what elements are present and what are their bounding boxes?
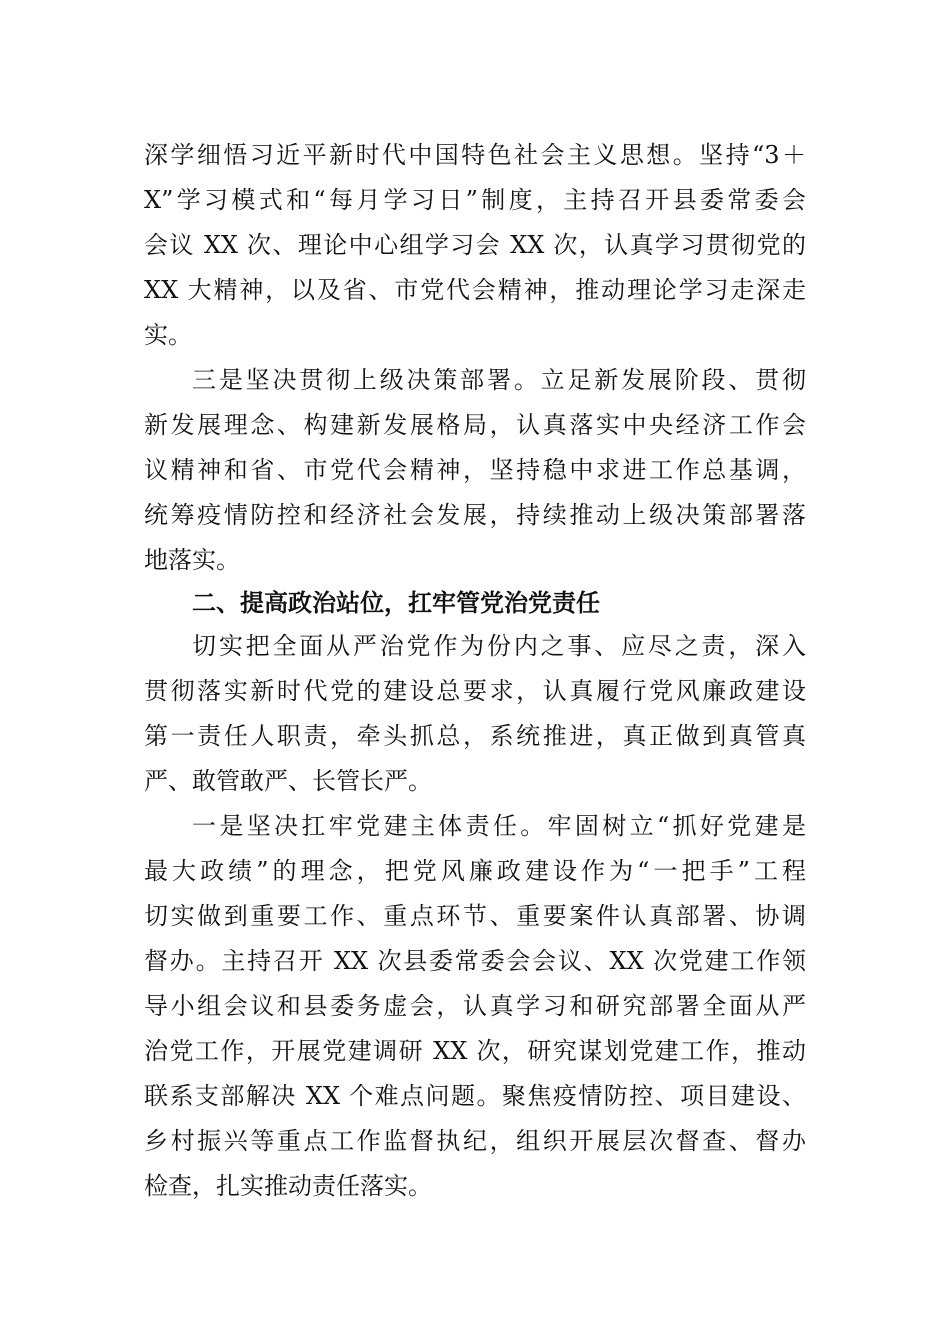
text-line: 切实做到重要工作、重点环节、重要案件认真部署、协调	[144, 902, 806, 930]
text-line: XX 大精神，以及省、市党代会精神，推动理论学习走深走	[144, 276, 806, 304]
text-line: 严、敢管敢严、长管长严。	[144, 767, 432, 795]
text-line: 导小组会议和县委务虚会，认真学习和研究部署全面从严	[144, 992, 806, 1020]
text-line: 乡村振兴等重点工作监督执纪，组织开展层次督查、督办	[144, 1127, 806, 1155]
text-line: 深学细悟习近平新时代中国特色社会主义思想。坚持“3＋	[144, 141, 806, 169]
text-line: 督办。主持召开 XX 次县委常委会会议、XX 次党建工作领	[144, 947, 806, 975]
text-line: 新发展理念、构建新发展格局，认真落实中央经济工作会	[144, 411, 806, 439]
text-line: 检查，扎实推动责任落实。	[144, 1172, 432, 1200]
text-line: 地落实。	[144, 546, 240, 574]
text-line: 统筹疫情防控和经济社会发展，持续推动上级决策部署落	[144, 501, 806, 529]
text-line: 实。	[144, 321, 192, 349]
text-line: 最大政绩”的理念，把党风廉政建设作为“一把手”工程	[144, 857, 806, 885]
text-line: 贯彻落实新时代党的建设总要求，认真履行党风廉政建设	[144, 677, 806, 705]
text-line: 第一责任人职责，牵头抓总，系统推进，真正做到真管真	[144, 722, 806, 750]
section-heading: 二、提高政治站位，扛牢管党治党责任	[192, 589, 600, 617]
text-line: 治党工作，开展党建调研 XX 次，研究谋划党建工作，推动	[144, 1037, 806, 1065]
text-line: 联系支部解决 XX 个难点问题。聚焦疫情防控、项目建设、	[144, 1082, 806, 1110]
text-line: 一是坚决扛牢党建主体责任。牢固树立“抓好党建是	[192, 812, 806, 840]
text-line: X”学习模式和“每月学习日”制度，主持召开县委常委会	[144, 186, 806, 214]
text-line: 三是坚决贯彻上级决策部署。立足新发展阶段、贯彻	[192, 366, 806, 394]
text-line: 议精神和省、市党代会精神，坚持稳中求进工作总基调，	[144, 456, 806, 484]
text-line: 切实把全面从严治党作为份内之事、应尽之责，深入	[192, 632, 806, 660]
text-line: 会议 XX 次、理论中心组学习会 XX 次，认真学习贯彻党的	[144, 231, 806, 259]
